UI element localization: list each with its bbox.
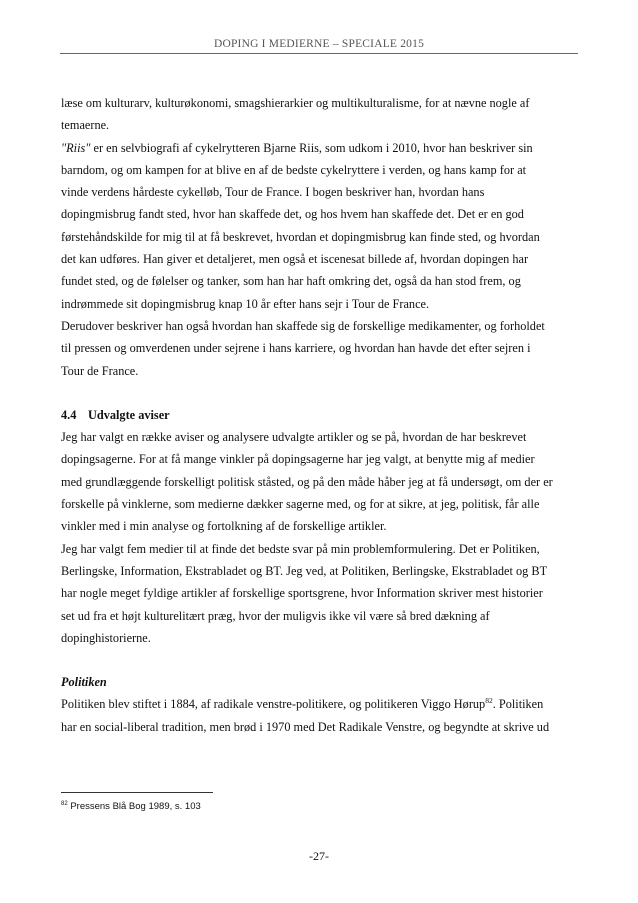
text-line: barndom, og om kampen for at blive en af de bedste cykelryttere i verden, og hans kamp for at: [61, 162, 527, 177]
page-number: -27-: [309, 849, 329, 863]
subsection-heading: Politiken: [61, 675, 107, 690]
text-line: Jeg har valgt en række aviser og analysere udvalgte artikler og se på, hvordan de har beskrevet: [61, 430, 527, 445]
text-line: læse om kulturarv, kulturøkonomi, smagshierarkier og multikulturalisme, for at nævne nogle af: [61, 96, 530, 110]
text-line: Derudover beskriver han også hvordan han skaffede sig de forskellige medikamenter, og forholdet: [61, 318, 545, 333]
text-line: set ud fra et højt kulturelitært præg, hvor der muligvis ikke vil være så bred dækning af: [61, 608, 490, 623]
text-line: [61, 693, 569, 715]
header-rule: [60, 53, 578, 54]
book-title-riis: "Riis": [61, 140, 91, 155]
text-line: det kan udføres. Han giver et detaljeret, men også et iscenesat billede af, hvordan dopingen har: [61, 252, 529, 267]
footnote-text: Pressens Blå Bog 1989, s. 103: [67, 801, 201, 812]
running-header: DOPING I MEDIERNE – SPECIALE 2015: [213, 38, 425, 50]
footnote-reference[interactable]: 82: [485, 696, 493, 706]
text-fragment: . Politiken: [492, 697, 544, 712]
section-heading: [61, 404, 569, 426]
text-line: vinkler med i min analyse og fortolkning af de forskellige artikler.: [61, 519, 387, 534]
section-title: Udvalgte aviser: [88, 407, 170, 422]
page-body: [61, 92, 569, 738]
text-line: til pressen og omverdenen under sejrene i hans karriere, og hvordan han havde det efter sejren i: [61, 341, 531, 356]
text-line: indrømmede sit dopingmisbrug knap 10 år efter hans sejr i Tour de France.: [61, 296, 430, 311]
paragraph-riis: [61, 137, 569, 315]
section-number: 4.4: [61, 407, 77, 422]
text-line: dopingmisbrug fandt sted, hvor han skaffede det, og hos hvem han skaffede det. Det er en god: [61, 207, 524, 222]
paragraph-medier: [61, 538, 569, 649]
text-line: førstehåndskilde for mig til at få beskrevet, hvordan et dopingmisbrug kan finde sted, og hvordan: [61, 229, 540, 244]
text-line: temaerne.: [61, 118, 110, 133]
text-line: vinde verdens hårdeste cykelløb, Tour de France. I bogen beskriver han, hvordan hans: [61, 185, 485, 200]
text-line: har nogle meget fyldige artikler af forskellige sportsgrene, hvor Information skriver mest historier: [61, 586, 543, 601]
footnote-marker: 82: [61, 801, 68, 807]
text-line: dopingsagerne. For at få mange vinkler på dopingsagerne har jeg valgt, at benytte mig af medier: [61, 452, 535, 467]
text-fragment: Politiken blev stiftet i 1884, af radikale venstre-politikere, og politikeren Viggo Hørup: [61, 697, 486, 712]
paragraph-derudover: [61, 315, 569, 382]
footnote: [61, 801, 201, 812]
text-line: Tour de France.: [61, 363, 139, 378]
text-line: med grundlæggende forskelligt politisk ståsted, og på den måde håber jeg at få undersøgt, om der er: [61, 474, 553, 489]
footnote-rule: [61, 792, 213, 793]
text-line: har en social-liberal tradition, men brød i 1970 med Det Radikale Venstre, og begyndte at skrive ud: [61, 719, 550, 734]
text-line: [61, 137, 569, 159]
text-fragment: er en selvbiografi af cykelrytteren Bjarne Riis, som udkom i 2010, hvor han beskriver sin: [90, 140, 533, 155]
text-line: fundet sted, og de følelser og tanker, som han har haft omkring det, også da han stod frem, og: [61, 274, 521, 289]
text-line: dopinghistorierne.: [61, 630, 151, 645]
text-line: forskelle på vinklerne, som medierne dækker sagerne med, og for at sikre, at jeg, politisk, får alle: [61, 497, 540, 512]
text-line: Berlingske, Information, Ekstrabladet og BT. Jeg ved, at Politiken, Berlingske, Ekstrabladet og BT: [61, 563, 548, 578]
paragraph-intro: [61, 92, 569, 137]
paragraph-aviser: [61, 426, 569, 537]
text-line: Jeg har valgt fem medier til at finde det bedste svar på min problemformulering. Det er Politiken,: [61, 541, 540, 556]
paragraph-politiken: [61, 693, 569, 738]
